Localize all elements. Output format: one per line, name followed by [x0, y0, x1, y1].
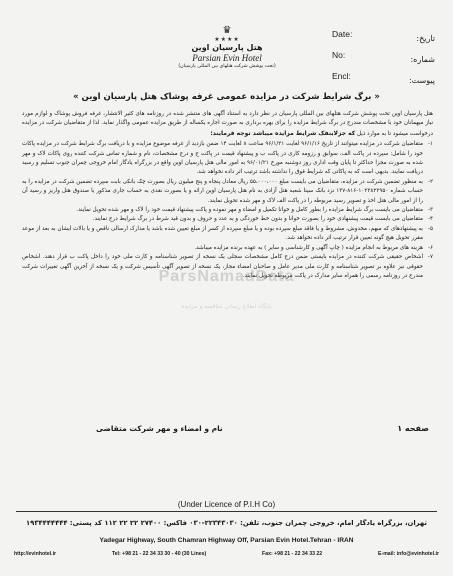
- contact-row: [14, 551, 439, 557]
- item-number: ۲-: [427, 178, 433, 185]
- item-number: ۱-: [427, 141, 433, 148]
- item-number: ۴-: [427, 216, 433, 223]
- item-text: متقاضیان شرکت در مزایده میتوانند از تاریخ ۹۶/۱/۱۶ لغایت ۹۶/۱/۲۱ ساعت ۸ لغایت ۱۴ ضمن بازدید از غرفه موضوع مزایده و با دریافت برگ شرایط شرکت در مزایده پاکات خود را شامل: سپرده در پاکت الف، سوابق و رزومه کاری در پاکت ب و پیشنهاد قیمت در پاکت ج و درج مشخصات، نام و شماره تماس شرکت کننده روی پاکات لاک و مهر شده به صورت مجزا حداکثر تا پایان وقت اداری روز دوشنبه مورخ ۹۶/۰۱/۲۱ به امور مالی هتل پارسیان اوین واقع در بزرگراه یادگار امام خروجی چمران جنوب تسلیم و رسید دریافت نمایند. بدیهی است که به پاکاتی که شرایط فوق را نداشته باشد ترتیب اثر داده نخواهد شد.: [22, 141, 423, 176]
- document-body: [22, 110, 433, 281]
- item-number: ۳-: [427, 207, 433, 214]
- condition-item: [22, 244, 433, 253]
- item-text: اشخاص حقیقی شرکت کننده در مزایده بایستی ضمن درج کامل مشخصات سجلی یک نسخه از تصویر شناسنامه و کارت ملی خود را داخل پاکت ب قرار دهند. اشخاص حقوقی نیز علاوه بر تصویر شناسنامه و کارت ملی مدیر عامل و صاحبان امضاء مجاز، یک نسخه از تصویر آگهی تأسیس شرکت و یک نسخه از آخرین آگهی تغییرات شرکت مندرج در روزنامه رسمی را همراه سایر مدارک در پاکت مربوطه تحویل نمایند.: [22, 254, 423, 279]
- item-text: هزینه های مربوط به انجام مزایده ( چاپ آگهی و کارشناسی و سایر ) به عهده برنده مزایده میباشد.: [194, 244, 423, 251]
- item-text: به منظور تضمین شرکت در مزایده، متقاضیان می بایست مبلغ ۵۵،۰۰۰،۰۰۰ ریال معادل پنجاه و پنج میلیون ریال بصورت چک بانکی بابت سپرده تضمین شرکت در مزایده را به حساب شماره ۱۰۲۳۸۲۲۹۵۰-۸۱۶-۱۳۷ نزد بانک سینا شعبه هتل آزادی به نام هتل پارسیان اوین ارائه و یا بصورت نقدی به حساب جاری مذکور یا صندوق هتل واریز و رسید آن را از امور مالی هتل اخذ و تصویر رسید مربوطه را در پاکت الف لاک و مهر شده تحویل نمایند.: [22, 178, 423, 204]
- email-link[interactable]: E-mail: info@evinhotel.ir: [378, 551, 439, 557]
- document-title: « برگ شرایط شرکت در مزایده عمومی غرفه پوشاک هتل پارسیان اوین »: [73, 92, 380, 102]
- condition-item: [22, 140, 433, 178]
- item-number: ۵-: [427, 225, 433, 232]
- page-number: صفحه ۱: [397, 424, 429, 433]
- item-text: به پیشنهادهای که مبهم، مخدوش، مشروط و یا فاقد مبلغ سپرده بوده و یا مبلغ سپرده از کسر از مبلغ تعیین شده باشد یا مدارک ارسالی ناقص و یا بالات ایشان به بعد از موعد مقرر تحویل هیچ گونه تعیین قرار ترتیب اثر داده نخواهد شد.: [22, 225, 423, 242]
- intro-bold-text: که جزلاینفک شرایط مزایده میباشد توجه فرمایند:: [210, 129, 356, 137]
- condition-item: [22, 178, 433, 206]
- item-number: ۷-: [427, 254, 433, 261]
- watermark-subtext: پایگاه اطلاع رسانی مناقصه و مزایده: [181, 303, 272, 310]
- intro-paragraph: [22, 110, 433, 139]
- footer-divider: [16, 511, 437, 512]
- attachment-label-fa: پیوست:: [408, 76, 435, 85]
- telephone: Tel: +98 21 - 22 34 33 30 - 40 (30 Lines): [111, 551, 207, 557]
- watermark-text: ParsNamadData: [158, 268, 295, 285]
- header-fields-fa: [409, 28, 435, 91]
- header-fields-en: [332, 24, 352, 87]
- fax: Fax: +98 21 - 22 34 33 22: [262, 551, 323, 557]
- hotel-subtitle-fa: (تحت پوشش شرکت هتلهای بین المللی پارسیان): [178, 64, 276, 69]
- crown-icon: ♛: [222, 25, 232, 36]
- item-text: متقاضیان می بایست برگ شرایط مزایده را بطور کامل و خوانا تکمیل و امضاء و مهر نموده و پاکت پیشنهاد قیمت خود را لاک و مهر شده تحویل نمایند.: [76, 207, 423, 214]
- signature-label: نام و امضاء و مهر شرکت متقاضی: [96, 424, 223, 433]
- number-label-en: No:: [332, 50, 346, 60]
- hotel-name-en: Parsian Evin Hotel: [192, 53, 262, 63]
- website-link[interactable]: http://evinhotel.ir: [14, 551, 57, 557]
- number-label-fa: شماره:: [410, 55, 435, 64]
- date-label-en: Date:: [332, 29, 353, 39]
- encl-label-en: Encl:: [332, 71, 351, 81]
- item-text: متقاضیان می بایست قیمت پیشنهادی خود را بصورت خوانا و بدون خط خوردگی و به عدد و حروف و بدون قید شرط در برگ شرایط درج نمایند.: [92, 216, 423, 223]
- address-fa: تهران، بزرگراه یادگار امام، خروجی چمران جنوب، تلفن: ۲۲۳۴۳۰۳۰-۰۳۰ فاکس: ۲۷۴۰۰ ۲۲ ۲۲ ۱۱۲ کد پستی: ۱۹۳۴۴۴۴۴۴۴: [26, 519, 427, 527]
- condition-item: [22, 253, 433, 281]
- hotel-logo: [168, 26, 286, 69]
- licence-text: (Under Licence of P.I.H Co): [177, 500, 276, 509]
- condition-item: [22, 215, 433, 224]
- hotel-name-fa: هتل پارسیان اوین: [191, 43, 263, 52]
- intro-text: هتل پارسیان اوین تحت پوشش شرکت هتلهای بین المللی پارسیان در نظر دارد به استناد آگهی های منتشر شده در روزنامه های کثیر الانتشار، غرفه فروش پوشاک و لوازم مورد نیاز میهمانان خود با مشخصات مندرج در برگ شرایط مزایده را برای بهره برداری به صورت اجاره یکساله از طریق مزایده عمومی واگذار نماید. لذا از متقاضیان شرکت در مزایده درخواست میشود تا به موارد ذیل: [22, 111, 433, 137]
- date-label-fa: تاریخ:: [416, 34, 435, 43]
- condition-item: [22, 225, 433, 244]
- item-number: ۶-: [427, 244, 433, 251]
- star-rating-icon: ★★★★: [214, 36, 240, 43]
- address-en: Yadegar Highway, South Chamran Highway Off, Parsian Evin Hotel.Tehran - IRAN: [99, 537, 354, 544]
- condition-item: [22, 206, 433, 215]
